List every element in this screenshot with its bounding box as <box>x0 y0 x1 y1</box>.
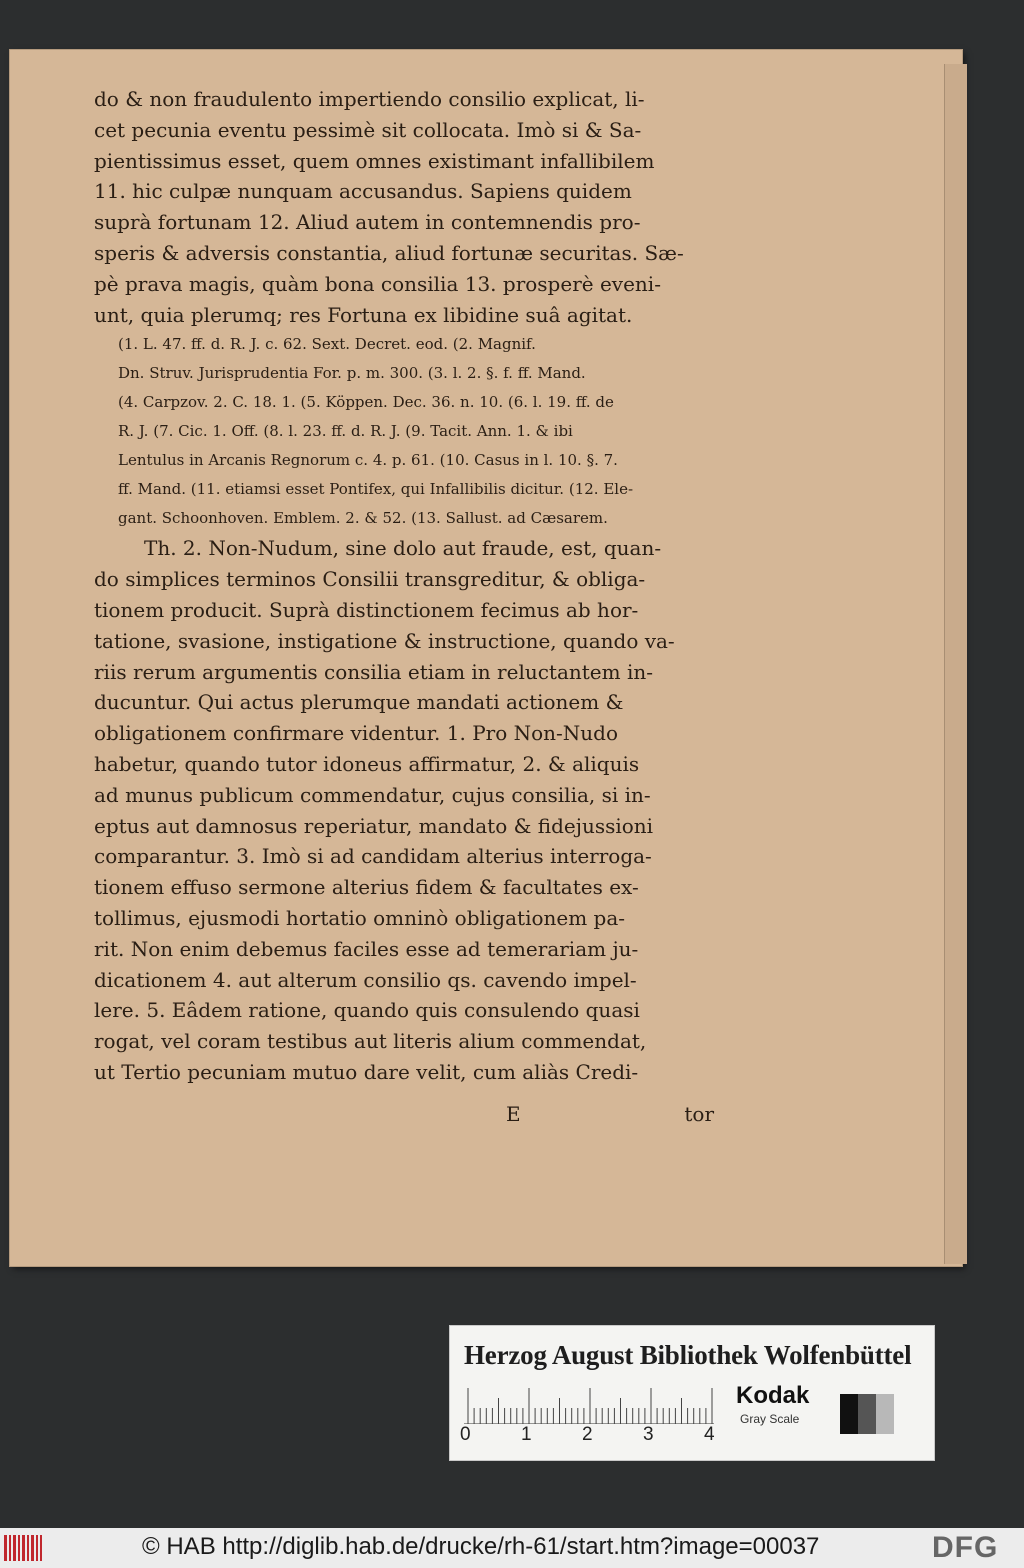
text-line: ducuntur. Qui actus plerumque mandati actionem & <box>94 690 624 715</box>
gray-patch <box>840 1394 858 1434</box>
text-line: pientissimus esset, quem omnes existimant infallibilem <box>94 148 655 173</box>
gray-patch <box>858 1394 876 1434</box>
text-line: tionem producit. Suprà distinctionem fecimus ab hor- <box>94 597 639 622</box>
kodak-subtitle: Gray Scale <box>740 1412 800 1426</box>
gray-patch <box>876 1394 894 1434</box>
footnote-line: ff. Mand. (11. etiamsi esset Pontifex, qui Infallibilis dicitur. (12. Ele- <box>118 480 634 499</box>
ruler-number: 0 <box>460 1424 471 1445</box>
text-line: lere. 5. Eâdem ratione, quando quis consulendo quasi <box>94 998 640 1023</box>
signature-mark: E <box>506 1102 521 1126</box>
text-line: cet pecunia eventu pessimè sit collocata. Imò si & Sa- <box>94 117 642 142</box>
ruler-scale <box>464 1384 714 1424</box>
text-line: ad munus publicum commendatur, cujus consilia, si in- <box>94 782 651 807</box>
text-line: rogat, vel coram testibus aut literis alium commendat, <box>94 1029 647 1054</box>
text-block <box>94 84 722 1088</box>
footnote-line: (4. Carpzov. 2. C. 18. 1. (5. Köppen. Dec. 36. n. 10. (6. l. 19. ff. de <box>118 393 614 412</box>
ruler-number: 4 <box>704 1424 715 1445</box>
text-line: habetur, quando tutor idoneus affirmatur, 2. & aliquis <box>94 751 640 776</box>
footnote-line: Dn. Struv. Jurisprudentia For. p. m. 300. (3. l. 2. §. f. ff. Mand. <box>118 364 586 383</box>
text-line: tionem effuso sermone alterius fidem & facultates ex- <box>94 875 639 900</box>
ruler-number: 2 <box>582 1424 593 1445</box>
text-line: speris & adversis constantia, aliud fortunæ securitas. Sæ- <box>94 240 684 265</box>
hab-barcode-icon <box>4 1535 42 1561</box>
text-line: pè prava magis, quàm bona consilia 13. prosperè eveni- <box>94 271 661 296</box>
gray-scale-patches <box>840 1394 894 1434</box>
text-line: do simplices terminos Consilii transgreditur, & obliga- <box>94 567 646 592</box>
footnote-line: gant. Schoonhoven. Emblem. 2. & 52. (13. Sallust. ad Cæsarem. <box>118 509 608 528</box>
text-line: comparantur. 3. Imò si ad candidam alterius interroga- <box>94 844 652 869</box>
text-line: riis rerum argumentis consilia etiam in reluctantem in- <box>94 659 653 684</box>
ruler-number: 3 <box>643 1424 654 1445</box>
footer-credit-link[interactable]: © HAB http://diglib.hab.de/drucke/rh-61/start.htm?image=00037 <box>142 1533 820 1560</box>
main-text-second <box>94 533 722 1087</box>
main-text-first <box>94 84 722 330</box>
text-line: Th. 2. Non-Nudum, sine dolo aut fraude, est, quan- <box>144 536 662 561</box>
page-edge <box>944 64 967 1264</box>
footnotes <box>94 330 722 533</box>
text-line: unt, quia plerumq; res Fortuna ex libidine suâ agitat. <box>94 302 633 327</box>
dfg-logo: DFG <box>932 1531 999 1564</box>
ruler-number: 1 <box>521 1424 532 1445</box>
footnote-line: Lentulus in Arcanis Regnorum c. 4. p. 61. (10. Casus in l. 10. §. 7. <box>118 451 618 470</box>
text-line: rit. Non enim debemus faciles esse ad temerariam ju- <box>94 936 639 961</box>
footer-bar <box>0 1528 1024 1568</box>
kodak-logo: Kodak <box>736 1382 810 1409</box>
footnote-line: R. J. (7. Cic. 1. Off. (8. l. 23. ff. d. R. J. (9. Tacit. Ann. 1. & ibi <box>118 422 573 441</box>
color-target-card <box>449 1325 935 1461</box>
text-line: tatione, svasione, instigatione & instructione, quando va- <box>94 628 675 653</box>
text-line: dicationem 4. aut alterum consilio qs. cavendo impel- <box>94 967 637 992</box>
text-line: 11. hic culpæ nunquam accusandus. Sapiens quidem <box>94 179 632 204</box>
text-line: obligationem confirmare videntur. 1. Pro Non-Nudo <box>94 721 619 746</box>
text-line: suprà fortunam 12. Aliud autem in contemnendis pro- <box>94 210 641 235</box>
text-line: ut Tertio pecuniam mutuo dare velit, cum aliàs Credi- <box>94 1059 639 1084</box>
footnote-line: (1. L. 47. ff. d. R. J. c. 62. Sext. Decret. eod. (2. Magnif. <box>118 335 536 354</box>
library-name: Herzog August Bibliothek Wolfenbüttel <box>464 1340 912 1370</box>
text-line: tollimus, ejusmodi hortatio omninò obligationem pa- <box>94 905 626 930</box>
text-line: eptus aut damnosus reperiatur, mandato & fidejussioni <box>94 813 654 838</box>
catchword: tor <box>684 1102 714 1126</box>
text-line: do & non fraudulento impertiendo consilio explicat, li- <box>94 87 645 111</box>
